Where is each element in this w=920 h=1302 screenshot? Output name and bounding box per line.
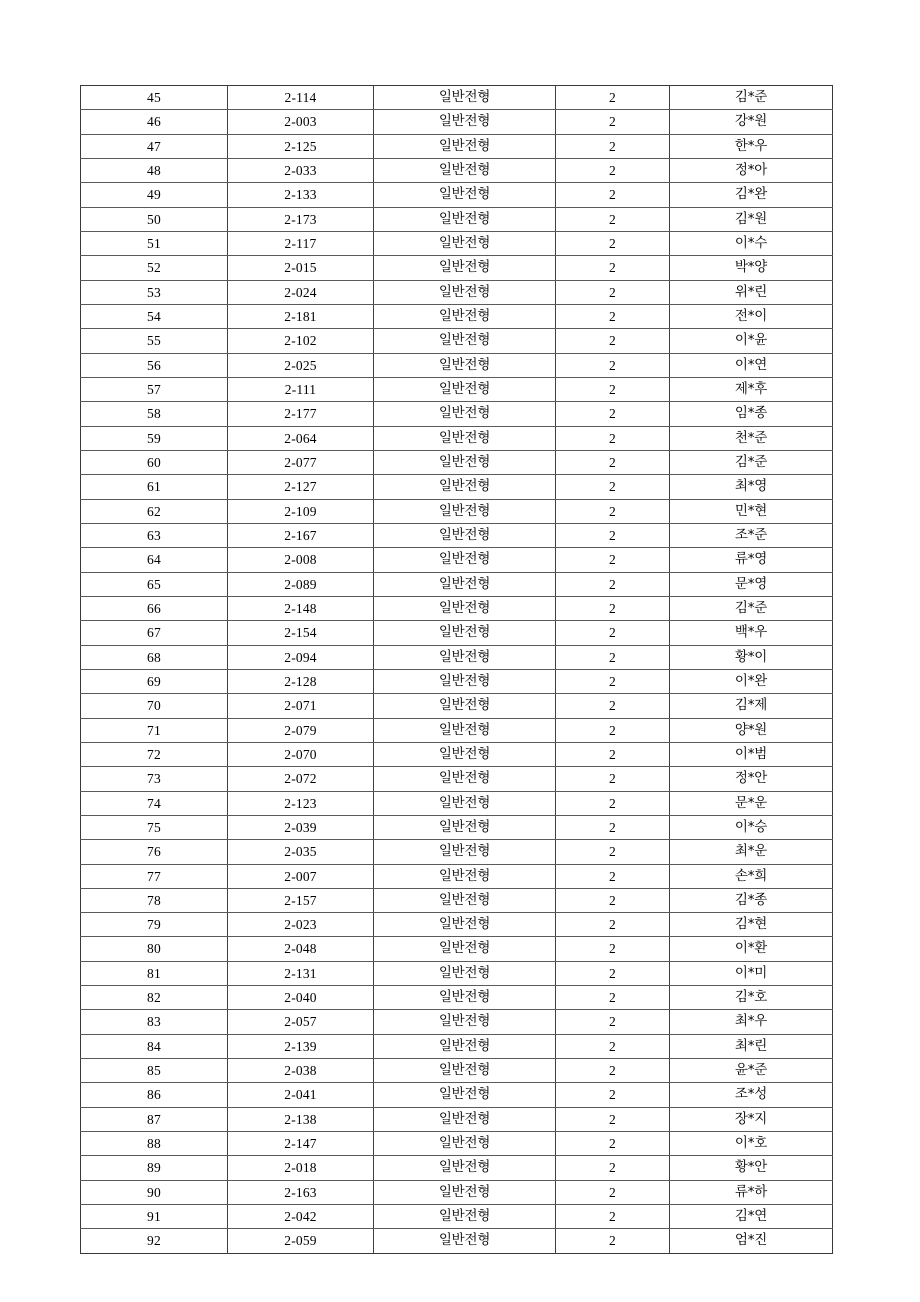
cell-admission-type: 일반전형 (374, 840, 556, 864)
cell-sequence-number: 58 (81, 402, 228, 426)
cell-masked-name: 이*범 (670, 742, 833, 766)
cell-sequence-number: 65 (81, 572, 228, 596)
cell-sequence-number: 66 (81, 596, 228, 620)
cell-grade-number: 2 (556, 669, 670, 693)
cell-grade-number: 2 (556, 694, 670, 718)
table-row (81, 523, 833, 547)
cell-admission-type: 일반전형 (374, 1156, 556, 1180)
cell-grade-number: 2 (556, 183, 670, 207)
cell-masked-name: 황*안 (670, 1156, 833, 1180)
cell-masked-name: 이*미 (670, 961, 833, 985)
cell-applicant-code: 2-089 (228, 572, 374, 596)
cell-admission-type: 일반전형 (374, 621, 556, 645)
cell-sequence-number: 80 (81, 937, 228, 961)
table-row (81, 231, 833, 255)
cell-sequence-number: 54 (81, 304, 228, 328)
cell-sequence-number: 55 (81, 329, 228, 353)
cell-applicant-code: 2-147 (228, 1132, 374, 1156)
table-row (81, 718, 833, 742)
table-row (81, 86, 833, 110)
cell-admission-type: 일반전형 (374, 1059, 556, 1083)
cell-applicant-code: 2-177 (228, 402, 374, 426)
cell-admission-type: 일반전형 (374, 426, 556, 450)
cell-sequence-number: 89 (81, 1156, 228, 1180)
table-row (81, 1229, 833, 1253)
cell-sequence-number: 82 (81, 986, 228, 1010)
table-row (81, 353, 833, 377)
cell-sequence-number: 63 (81, 523, 228, 547)
cell-sequence-number: 79 (81, 913, 228, 937)
cell-sequence-number: 59 (81, 426, 228, 450)
cell-grade-number: 2 (556, 158, 670, 182)
cell-admission-type: 일반전형 (374, 1180, 556, 1204)
cell-admission-type: 일반전형 (374, 815, 556, 839)
cell-masked-name: 강*원 (670, 110, 833, 134)
cell-applicant-code: 2-181 (228, 304, 374, 328)
cell-admission-type: 일반전형 (374, 548, 556, 572)
cell-sequence-number: 57 (81, 377, 228, 401)
cell-masked-name: 김*준 (670, 596, 833, 620)
cell-admission-type: 일반전형 (374, 1083, 556, 1107)
cell-admission-type: 일반전형 (374, 110, 556, 134)
cell-admission-type: 일반전형 (374, 304, 556, 328)
cell-grade-number: 2 (556, 645, 670, 669)
cell-grade-number: 2 (556, 256, 670, 280)
table-row (81, 280, 833, 304)
cell-grade-number: 2 (556, 426, 670, 450)
cell-sequence-number: 73 (81, 767, 228, 791)
cell-admission-type: 일반전형 (374, 669, 556, 693)
table-row (81, 1156, 833, 1180)
cell-admission-type: 일반전형 (374, 791, 556, 815)
cell-admission-type: 일반전형 (374, 913, 556, 937)
cell-applicant-code: 2-148 (228, 596, 374, 620)
cell-admission-type: 일반전형 (374, 718, 556, 742)
table-row (81, 110, 833, 134)
cell-masked-name: 황*이 (670, 645, 833, 669)
cell-applicant-code: 2-018 (228, 1156, 374, 1180)
cell-grade-number: 2 (556, 523, 670, 547)
cell-sequence-number: 53 (81, 280, 228, 304)
cell-grade-number: 2 (556, 231, 670, 255)
cell-admission-type: 일반전형 (374, 742, 556, 766)
cell-admission-type: 일반전형 (374, 864, 556, 888)
cell-applicant-code: 2-040 (228, 986, 374, 1010)
table-row (81, 767, 833, 791)
cell-sequence-number: 45 (81, 86, 228, 110)
cell-grade-number: 2 (556, 402, 670, 426)
cell-masked-name: 정*안 (670, 767, 833, 791)
cell-grade-number: 2 (556, 1107, 670, 1131)
table-row (81, 1010, 833, 1034)
cell-masked-name: 김*완 (670, 183, 833, 207)
cell-masked-name: 최*운 (670, 840, 833, 864)
cell-admission-type: 일반전형 (374, 596, 556, 620)
cell-applicant-code: 2-123 (228, 791, 374, 815)
cell-sequence-number: 85 (81, 1059, 228, 1083)
cell-admission-type: 일반전형 (374, 402, 556, 426)
cell-sequence-number: 61 (81, 475, 228, 499)
cell-grade-number: 2 (556, 110, 670, 134)
cell-admission-type: 일반전형 (374, 523, 556, 547)
cell-applicant-code: 2-008 (228, 548, 374, 572)
cell-admission-type: 일반전형 (374, 280, 556, 304)
cell-applicant-code: 2-139 (228, 1034, 374, 1058)
cell-sequence-number: 86 (81, 1083, 228, 1107)
cell-sequence-number: 88 (81, 1132, 228, 1156)
cell-grade-number: 2 (556, 86, 670, 110)
cell-grade-number: 2 (556, 1083, 670, 1107)
table-row (81, 742, 833, 766)
cell-masked-name: 문*운 (670, 791, 833, 815)
cell-applicant-code: 2-064 (228, 426, 374, 450)
cell-masked-name: 임*종 (670, 402, 833, 426)
cell-applicant-code: 2-077 (228, 450, 374, 474)
cell-masked-name: 이*호 (670, 1132, 833, 1156)
cell-applicant-code: 2-070 (228, 742, 374, 766)
cell-masked-name: 최*영 (670, 475, 833, 499)
cell-grade-number: 2 (556, 596, 670, 620)
table-row (81, 888, 833, 912)
cell-sequence-number: 71 (81, 718, 228, 742)
table-row (81, 158, 833, 182)
cell-admission-type: 일반전형 (374, 329, 556, 353)
cell-masked-name: 김*준 (670, 450, 833, 474)
cell-masked-name: 김*제 (670, 694, 833, 718)
cell-sequence-number: 83 (81, 1010, 228, 1034)
cell-grade-number: 2 (556, 767, 670, 791)
applicant-table-body (81, 86, 833, 1254)
cell-applicant-code: 2-133 (228, 183, 374, 207)
cell-applicant-code: 2-157 (228, 888, 374, 912)
cell-admission-type: 일반전형 (374, 231, 556, 255)
cell-admission-type: 일반전형 (374, 499, 556, 523)
cell-masked-name: 백*우 (670, 621, 833, 645)
cell-sequence-number: 81 (81, 961, 228, 985)
cell-admission-type: 일반전형 (374, 377, 556, 401)
cell-grade-number: 2 (556, 937, 670, 961)
cell-applicant-code: 2-128 (228, 669, 374, 693)
cell-admission-type: 일반전형 (374, 256, 556, 280)
cell-masked-name: 최*우 (670, 1010, 833, 1034)
cell-sequence-number: 64 (81, 548, 228, 572)
table-row (81, 329, 833, 353)
cell-admission-type: 일반전형 (374, 207, 556, 231)
table-row (81, 669, 833, 693)
cell-grade-number: 2 (556, 1180, 670, 1204)
cell-grade-number: 2 (556, 864, 670, 888)
cell-admission-type: 일반전형 (374, 158, 556, 182)
cell-applicant-code: 2-102 (228, 329, 374, 353)
cell-masked-name: 김*호 (670, 986, 833, 1010)
cell-masked-name: 조*준 (670, 523, 833, 547)
cell-grade-number: 2 (556, 304, 670, 328)
cell-sequence-number: 50 (81, 207, 228, 231)
cell-applicant-code: 2-138 (228, 1107, 374, 1131)
cell-applicant-code: 2-127 (228, 475, 374, 499)
cell-grade-number: 2 (556, 1034, 670, 1058)
cell-masked-name: 양*원 (670, 718, 833, 742)
cell-applicant-code: 2-072 (228, 767, 374, 791)
cell-grade-number: 2 (556, 353, 670, 377)
cell-grade-number: 2 (556, 475, 670, 499)
cell-sequence-number: 69 (81, 669, 228, 693)
table-row (81, 475, 833, 499)
cell-masked-name: 전*이 (670, 304, 833, 328)
cell-masked-name: 제*후 (670, 377, 833, 401)
cell-sequence-number: 47 (81, 134, 228, 158)
table-row (81, 840, 833, 864)
cell-sequence-number: 91 (81, 1205, 228, 1229)
cell-grade-number: 2 (556, 1205, 670, 1229)
cell-masked-name: 최*린 (670, 1034, 833, 1058)
cell-applicant-code: 2-038 (228, 1059, 374, 1083)
cell-applicant-code: 2-015 (228, 256, 374, 280)
cell-admission-type: 일반전형 (374, 572, 556, 596)
cell-grade-number: 2 (556, 840, 670, 864)
table-row (81, 134, 833, 158)
table-row (81, 402, 833, 426)
table-row (81, 207, 833, 231)
cell-applicant-code: 2-007 (228, 864, 374, 888)
table-row (81, 1205, 833, 1229)
cell-applicant-code: 2-003 (228, 110, 374, 134)
table-row (81, 377, 833, 401)
cell-masked-name: 장*지 (670, 1107, 833, 1131)
cell-applicant-code: 2-117 (228, 231, 374, 255)
cell-sequence-number: 70 (81, 694, 228, 718)
table-row (81, 864, 833, 888)
cell-applicant-code: 2-114 (228, 86, 374, 110)
cell-admission-type: 일반전형 (374, 888, 556, 912)
applicant-listing-table (80, 85, 833, 1254)
cell-masked-name: 이*승 (670, 815, 833, 839)
cell-applicant-code: 2-094 (228, 645, 374, 669)
cell-grade-number: 2 (556, 1059, 670, 1083)
cell-applicant-code: 2-154 (228, 621, 374, 645)
cell-masked-name: 윤*준 (670, 1059, 833, 1083)
cell-applicant-code: 2-035 (228, 840, 374, 864)
cell-masked-name: 천*준 (670, 426, 833, 450)
table-row (81, 913, 833, 937)
cell-grade-number: 2 (556, 961, 670, 985)
cell-sequence-number: 74 (81, 791, 228, 815)
cell-admission-type: 일반전형 (374, 86, 556, 110)
cell-sequence-number: 46 (81, 110, 228, 134)
cell-admission-type: 일반전형 (374, 694, 556, 718)
cell-grade-number: 2 (556, 621, 670, 645)
cell-sequence-number: 92 (81, 1229, 228, 1253)
cell-grade-number: 2 (556, 134, 670, 158)
cell-applicant-code: 2-071 (228, 694, 374, 718)
table-row (81, 986, 833, 1010)
table-row (81, 499, 833, 523)
cell-admission-type: 일반전형 (374, 937, 556, 961)
cell-sequence-number: 52 (81, 256, 228, 280)
cell-masked-name: 위*린 (670, 280, 833, 304)
applicant-table-container (80, 85, 832, 1254)
cell-admission-type: 일반전형 (374, 353, 556, 377)
table-row (81, 645, 833, 669)
cell-applicant-code: 2-039 (228, 815, 374, 839)
cell-grade-number: 2 (556, 791, 670, 815)
cell-grade-number: 2 (556, 329, 670, 353)
table-row (81, 256, 833, 280)
cell-masked-name: 정*아 (670, 158, 833, 182)
cell-grade-number: 2 (556, 1229, 670, 1253)
cell-sequence-number: 51 (81, 231, 228, 255)
cell-applicant-code: 2-033 (228, 158, 374, 182)
cell-masked-name: 문*영 (670, 572, 833, 596)
cell-applicant-code: 2-173 (228, 207, 374, 231)
cell-masked-name: 김*현 (670, 913, 833, 937)
cell-sequence-number: 62 (81, 499, 228, 523)
cell-masked-name: 이*수 (670, 231, 833, 255)
cell-masked-name: 이*연 (670, 353, 833, 377)
cell-admission-type: 일반전형 (374, 1107, 556, 1131)
cell-masked-name: 김*준 (670, 86, 833, 110)
cell-grade-number: 2 (556, 450, 670, 474)
cell-masked-name: 김*연 (670, 1205, 833, 1229)
table-row (81, 572, 833, 596)
table-row (81, 694, 833, 718)
cell-admission-type: 일반전형 (374, 450, 556, 474)
cell-grade-number: 2 (556, 1132, 670, 1156)
table-row (81, 450, 833, 474)
cell-grade-number: 2 (556, 742, 670, 766)
cell-grade-number: 2 (556, 572, 670, 596)
cell-masked-name: 박*양 (670, 256, 833, 280)
cell-grade-number: 2 (556, 1010, 670, 1034)
table-row (81, 791, 833, 815)
table-row (81, 1180, 833, 1204)
cell-sequence-number: 48 (81, 158, 228, 182)
cell-applicant-code: 2-167 (228, 523, 374, 547)
table-row (81, 621, 833, 645)
cell-masked-name: 김*종 (670, 888, 833, 912)
table-row (81, 961, 833, 985)
cell-sequence-number: 68 (81, 645, 228, 669)
table-row (81, 596, 833, 620)
cell-applicant-code: 2-111 (228, 377, 374, 401)
cell-grade-number: 2 (556, 718, 670, 742)
cell-applicant-code: 2-024 (228, 280, 374, 304)
cell-masked-name: 손*희 (670, 864, 833, 888)
cell-applicant-code: 2-023 (228, 913, 374, 937)
cell-applicant-code: 2-125 (228, 134, 374, 158)
cell-admission-type: 일반전형 (374, 1010, 556, 1034)
cell-masked-name: 조*성 (670, 1083, 833, 1107)
cell-sequence-number: 90 (81, 1180, 228, 1204)
cell-masked-name: 김*원 (670, 207, 833, 231)
cell-grade-number: 2 (556, 815, 670, 839)
cell-masked-name: 한*우 (670, 134, 833, 158)
cell-grade-number: 2 (556, 280, 670, 304)
cell-sequence-number: 87 (81, 1107, 228, 1131)
cell-sequence-number: 84 (81, 1034, 228, 1058)
table-row (81, 1034, 833, 1058)
table-row (81, 426, 833, 450)
cell-grade-number: 2 (556, 207, 670, 231)
cell-sequence-number: 76 (81, 840, 228, 864)
cell-admission-type: 일반전형 (374, 1132, 556, 1156)
cell-admission-type: 일반전형 (374, 961, 556, 985)
table-row (81, 304, 833, 328)
cell-sequence-number: 75 (81, 815, 228, 839)
cell-admission-type: 일반전형 (374, 1229, 556, 1253)
cell-grade-number: 2 (556, 888, 670, 912)
table-row (81, 937, 833, 961)
cell-admission-type: 일반전형 (374, 767, 556, 791)
cell-masked-name: 이*환 (670, 937, 833, 961)
cell-masked-name: 류*하 (670, 1180, 833, 1204)
cell-grade-number: 2 (556, 986, 670, 1010)
table-row (81, 1083, 833, 1107)
cell-masked-name: 민*현 (670, 499, 833, 523)
cell-applicant-code: 2-079 (228, 718, 374, 742)
cell-applicant-code: 2-131 (228, 961, 374, 985)
cell-masked-name: 이*윤 (670, 329, 833, 353)
cell-masked-name: 이*완 (670, 669, 833, 693)
cell-applicant-code: 2-048 (228, 937, 374, 961)
cell-sequence-number: 56 (81, 353, 228, 377)
cell-grade-number: 2 (556, 913, 670, 937)
cell-admission-type: 일반전형 (374, 134, 556, 158)
cell-applicant-code: 2-059 (228, 1229, 374, 1253)
cell-masked-name: 류*영 (670, 548, 833, 572)
cell-applicant-code: 2-041 (228, 1083, 374, 1107)
cell-grade-number: 2 (556, 499, 670, 523)
cell-admission-type: 일반전형 (374, 183, 556, 207)
cell-applicant-code: 2-025 (228, 353, 374, 377)
table-row (81, 548, 833, 572)
cell-admission-type: 일반전형 (374, 475, 556, 499)
cell-sequence-number: 60 (81, 450, 228, 474)
cell-sequence-number: 67 (81, 621, 228, 645)
cell-sequence-number: 78 (81, 888, 228, 912)
table-row (81, 1107, 833, 1131)
cell-sequence-number: 77 (81, 864, 228, 888)
table-row (81, 815, 833, 839)
cell-masked-name: 엄*진 (670, 1229, 833, 1253)
cell-grade-number: 2 (556, 377, 670, 401)
table-row (81, 183, 833, 207)
cell-admission-type: 일반전형 (374, 986, 556, 1010)
cell-applicant-code: 2-109 (228, 499, 374, 523)
cell-admission-type: 일반전형 (374, 1205, 556, 1229)
table-row (81, 1059, 833, 1083)
cell-applicant-code: 2-042 (228, 1205, 374, 1229)
cell-sequence-number: 72 (81, 742, 228, 766)
cell-applicant-code: 2-057 (228, 1010, 374, 1034)
cell-admission-type: 일반전형 (374, 645, 556, 669)
cell-admission-type: 일반전형 (374, 1034, 556, 1058)
table-row (81, 1132, 833, 1156)
cell-grade-number: 2 (556, 548, 670, 572)
cell-applicant-code: 2-163 (228, 1180, 374, 1204)
cell-grade-number: 2 (556, 1156, 670, 1180)
cell-sequence-number: 49 (81, 183, 228, 207)
